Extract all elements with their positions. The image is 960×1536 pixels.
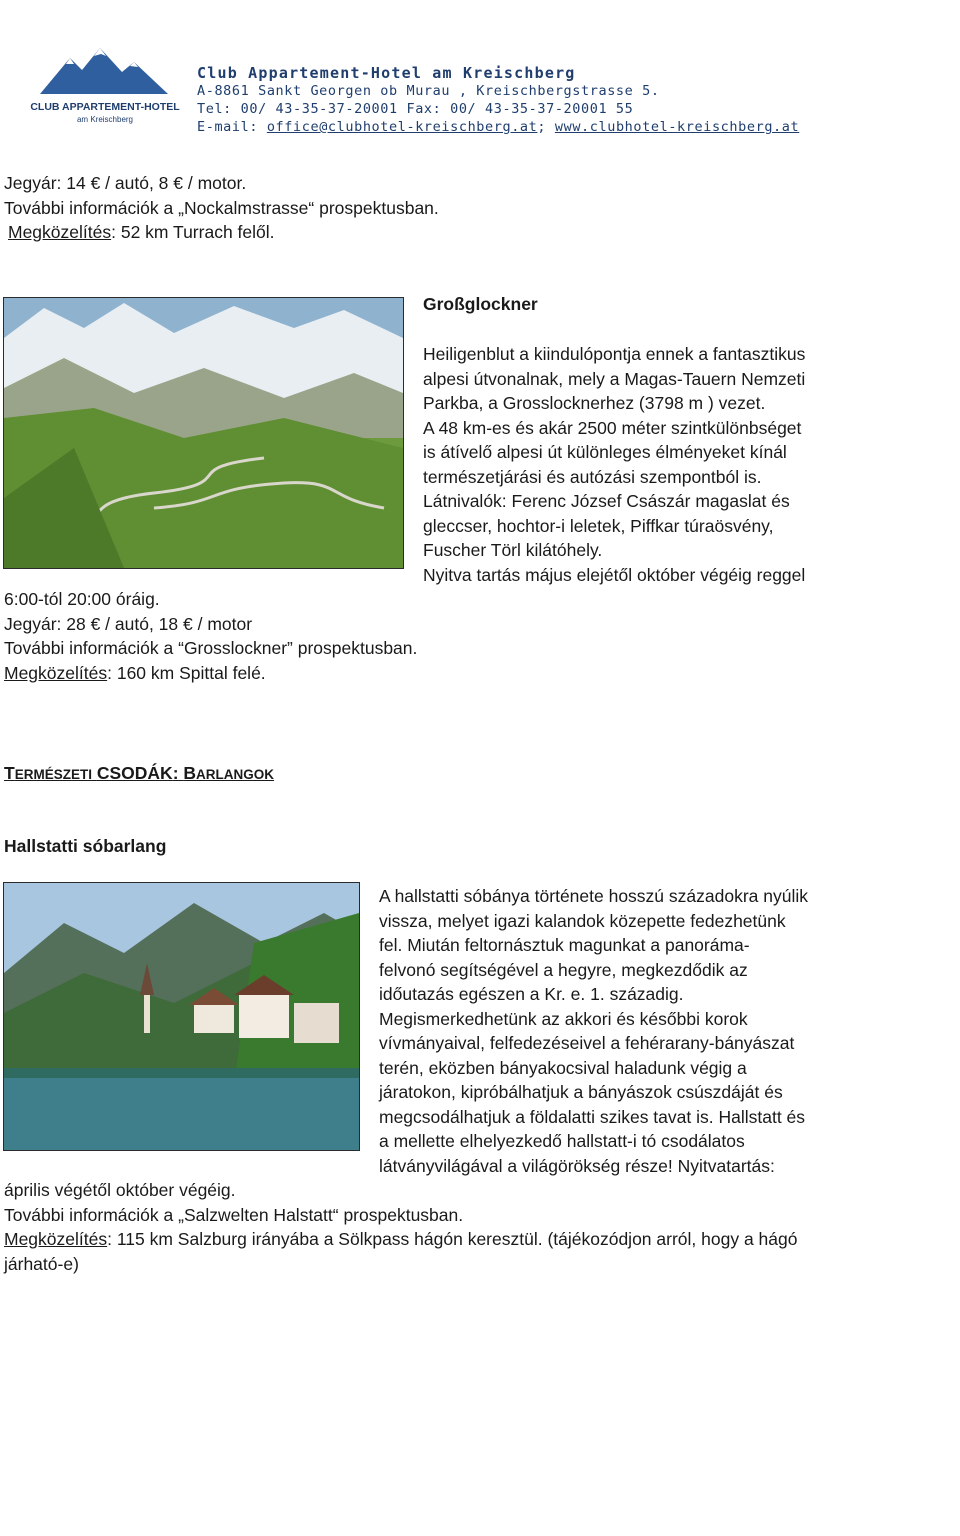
nockalm-info: További információk a „Nockalmstrasse“ prospektusban. [4, 197, 439, 218]
hallstatt-approach [4, 1227, 797, 1252]
paragraph-line: terén, eközben bányakocsival haladunk végig a [379, 1057, 747, 1078]
hotel-logo [30, 36, 180, 148]
section-heading: TERMÉSZETI CSODÁK: BARLANGOK [4, 763, 275, 783]
paragraph-line: felvonó segítségével a hegyre, megkezdődik az [379, 959, 748, 980]
grossglockner-fee: Jegyár: 28 € / autó, 18 € / motor [4, 613, 253, 634]
paragraph-line: vívmányaival, felfedezéseivel a fehérarany-bányászat [379, 1033, 795, 1053]
hallstatt-hours: április végétől október végéig. [4, 1180, 236, 1200]
grossglockner-hours: 6:00-tól 20:00 óráig. [4, 589, 160, 609]
email-link[interactable]: office@clubhotel-kreischberg.at [266, 119, 538, 135]
paragraph-line: Látnivalók: Ferenc József Császár magaslat és [423, 491, 790, 511]
paragraph-line: A hallstatti sóbánya története hosszú századokra nyúlik [379, 886, 808, 906]
paragraph-line: természetjárási és autózási szempontból is. [423, 466, 762, 487]
grossglockner-paragraph [423, 342, 805, 587]
logo-text-main: CLUB APPARTEMENT-HOTEL [30, 101, 180, 113]
grossglockner-title: Großglockner [423, 294, 538, 314]
paragraph-line: a mellette elhelyezkedő hallstatt-i tó csodálatos [379, 1131, 745, 1151]
grossglockner-approach [4, 661, 417, 686]
paragraph-line: fel. Miután feltornásztuk magunkat a panoráma- [379, 935, 750, 955]
paragraph-line: is átívelő alpesi út különleges élményeket kínál [423, 442, 787, 462]
hotel-name: Club Appartement-Hotel am Kreischberg [197, 64, 576, 82]
hallstatt-paragraph [379, 884, 808, 1178]
email-prefix: E-mail: [197, 119, 267, 135]
approach-label: Megközelítés [4, 1229, 108, 1249]
approach-text: : 160 km Spittal felé. [107, 662, 266, 683]
hallstatt-photo [3, 882, 360, 1151]
paragraph-line: Fuscher Törl kilátóhely. [423, 540, 603, 560]
hotel-email-line [197, 118, 799, 136]
paragraph-line: A 48 km-es és akár 2500 méter szintkülönbséget [423, 417, 802, 438]
paragraph-line: alpesi útvonalnak, mely a Magas-Tauern Nemzeti [423, 368, 806, 389]
hotel-phone: Tel: 00/ 43-35-37-20001 Fax: 00/ 43-35-37-20001 55 [197, 101, 634, 117]
logo-text-sub: am Kreischberg [76, 115, 134, 124]
hallstatt-title: Hallstatti sóbarlang [4, 836, 167, 856]
hotel-address: A-8861 Sankt Georgen ob Murau , Kreischbergstrasse 5. [197, 83, 660, 99]
approach-text: : 115 km Salzburg irányába a Sölkpass hágón keresztül. (tájékozódjon arról, hogy a hágó [107, 1229, 798, 1249]
approach-label: Megközelítés [8, 222, 112, 242]
paragraph-line: vissza, melyet igazi kalandok közepette fedezhetünk [379, 910, 786, 931]
grossglockner-info: További információk a “Grosslockner” prospektusban. [4, 638, 418, 658]
paragraph-line: Heiligenblut a kiindulópontja ennek a fantasztikus [423, 344, 806, 364]
paragraph-line: járatokon, kipróbálhatjuk a bányászok csúszdáját és [379, 1082, 783, 1102]
grossglockner-details [4, 587, 417, 685]
link-separator: ; [537, 119, 555, 135]
paragraph-line: időutazás egészen a Kr. e. 1. századig. [379, 984, 684, 1004]
website-link[interactable]: www.clubhotel-kreischberg.at [554, 119, 800, 135]
header-contact [197, 64, 799, 136]
paragraph-line: Megismerkedhetünk az akkori és későbbi korok [379, 1008, 748, 1029]
paragraph-line: Nyitva tartás május elejétől október végéig reggel [423, 564, 806, 585]
grossglockner-photo [3, 297, 404, 569]
approach-text: : 52 km Turrach felől. [111, 222, 275, 242]
paragraph-line: Parkba, a Grosslocknerhez (3798 m ) vezet. [423, 393, 766, 413]
paragraph-line: gleccser, hochtor-i leletek, Piffkar túraösvény, [423, 515, 774, 536]
hallstatt-info: További információk a „Salzwelten Halstatt“ prospektusban. [4, 1204, 464, 1225]
nockalm-fee: Jegyár: 14 € / autó, 8 € / motor. [4, 173, 247, 193]
approach-label: Megközelítés [4, 662, 108, 683]
hallstatt-details [4, 1178, 797, 1276]
nockalm-approach [8, 220, 275, 245]
paragraph-line: látványvilágával a világörökség része! Nyitvatartás: [379, 1155, 775, 1176]
paragraph-line: megcsodálhatjuk a földalatti szikes tavat is. Hallstatt és [379, 1106, 806, 1127]
hallstatt-approach-cont: járható-e) [4, 1253, 79, 1274]
